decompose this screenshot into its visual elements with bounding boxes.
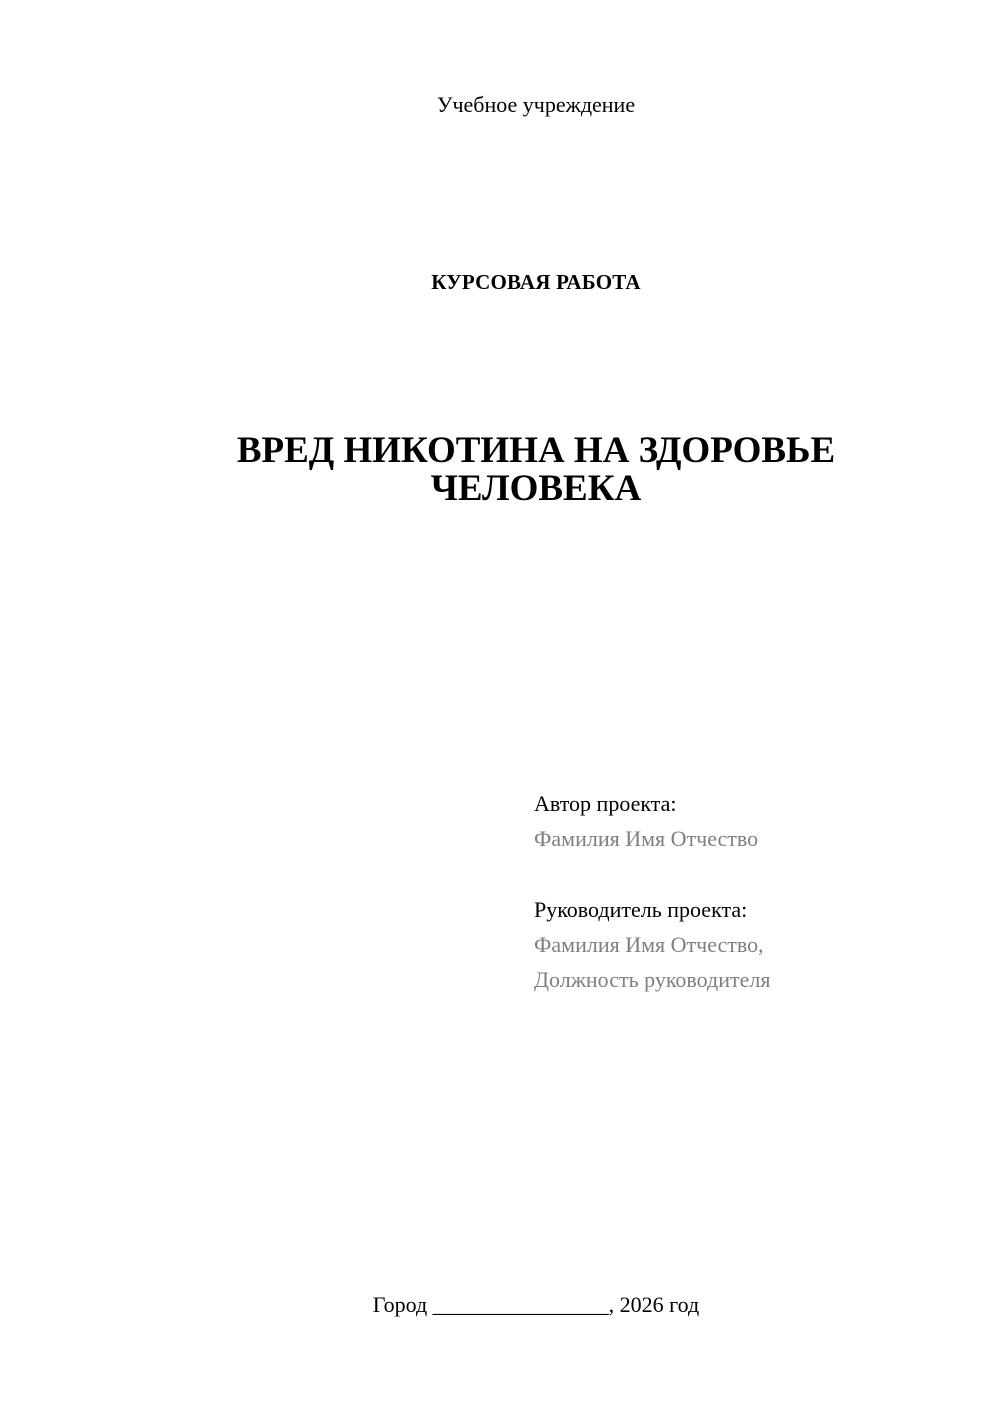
supervisor-name: Фамилия Имя Отчество,	[534, 932, 764, 957]
credits-spacer	[534, 856, 974, 892]
author-label: Автор проекта:	[534, 791, 677, 816]
credits-block	[534, 786, 974, 997]
document-type: КУРСОВАЯ РАБОТА	[431, 270, 641, 294]
title-line-2: ЧЕЛОВЕКА	[430, 468, 642, 509]
institution-name: Учебное учреждение	[436, 92, 636, 117]
city-year-line: Город ________________, 2026 год	[372, 1292, 700, 1317]
supervisor-label: Руководитель проекта:	[534, 897, 748, 922]
supervisor-position: Должность руководителя	[534, 967, 771, 992]
author-name: Фамилия Имя Отчество	[534, 826, 759, 851]
document-title	[0, 432, 1000, 508]
title-line-1: ВРЕД НИКОТИНА НА ЗДОРОВЬЕ	[236, 430, 836, 471]
